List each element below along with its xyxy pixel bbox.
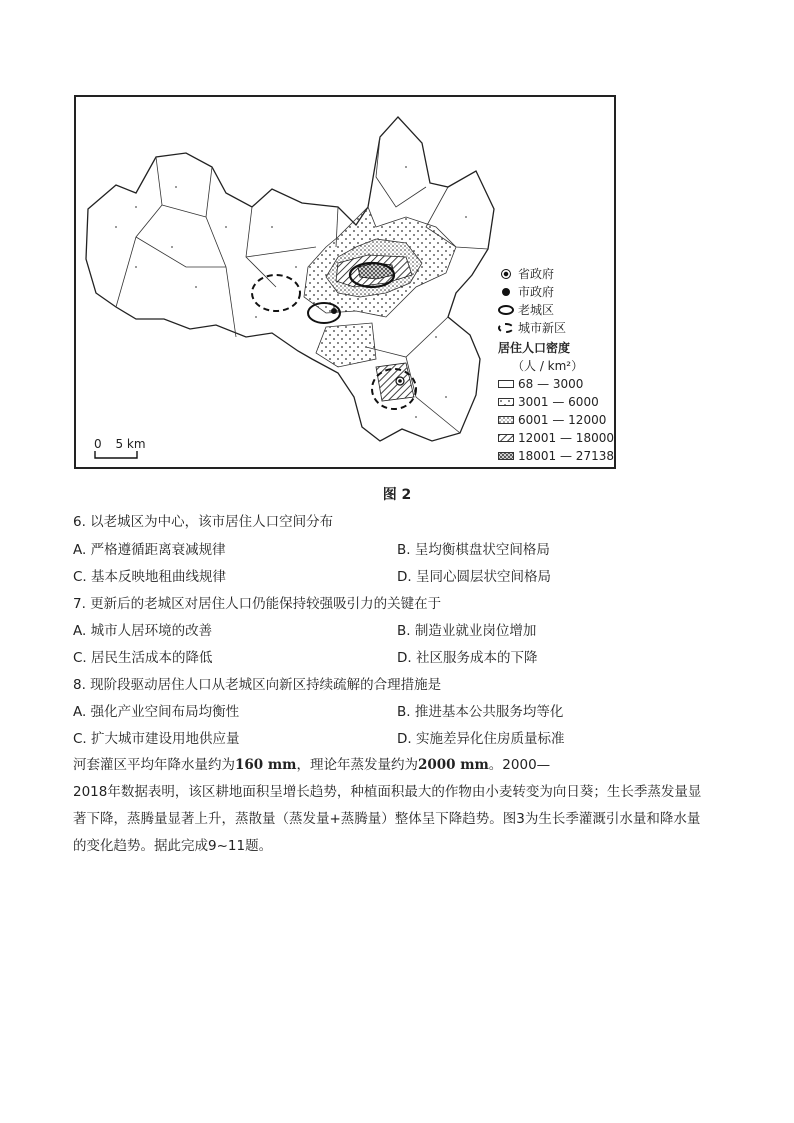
q8-option-a: A. 强化产业空间布局均衡性 [73,704,240,720]
scale-line [94,451,138,459]
q7-option-d: D. 社区服务成本的下降 [397,650,538,666]
legend-city-gov: 市政府 [498,283,614,301]
class-dots-swatch [498,398,514,406]
passage-line-4: 的变化趋势。据此完成9~11题。 [73,838,273,854]
new-district-icon [498,323,514,333]
legend-density-unit: （人 / km²） [512,359,584,373]
q8-option-b: B. 推进基本公共服务均等化 [397,704,564,720]
class-fine-dots-swatch [498,416,514,424]
passage-line-1: 河套灌区平均年降水量约为160 mm，理论年蒸发量约为2000 mm。2000— [73,757,551,773]
legend-new-district: 城市新区 [498,319,614,337]
q6-option-c: C. 基本反映地租曲线规律 [73,569,227,585]
q7-option-a: A. 城市人居环境的改善 [73,623,213,639]
q7-option-b: B. 制造业就业岗位增加 [397,623,537,639]
q8-option-c: C. 扩大城市建设用地供应量 [73,731,240,747]
legend-provincial-gov: 省政府 [498,265,614,283]
passage-line-3: 著下降，蒸腾量显著上升，蒸散量（蒸发量+蒸腾量）整体呈下降趋势。图3为生长季灌溉引水量和降水量 [73,811,701,827]
figure-caption: 图 2 [382,487,412,503]
passage-line-2: 2018年数据表明，该区耕地面积呈增长趋势，种植面积最大的作物由小麦转变为向日葵；生长季蒸发量显 [73,784,702,800]
density-zone-18001-27138 [358,263,394,279]
old-district-icon [498,305,514,315]
q7-option-c: C. 居民生活成本的降低 [73,650,213,666]
map-legend [498,265,614,465]
city-gov-icon [502,288,510,296]
legend-class-1: 68 — 3000 [498,375,614,393]
q6-option-d: D. 呈同心圆层状空间格局 [397,569,551,585]
q6-option-a: A. 严格遵循距离衰减规律 [73,542,226,558]
scale-bar [90,437,146,451]
legend-class-2: 3001 — 6000 [498,393,614,411]
legend-class-5: 18001 — 27138 [498,447,614,465]
class-cross-swatch [498,452,514,460]
q6-option-b: B. 呈均衡棋盘状空间格局 [397,542,550,558]
scale-value: 5 km [115,437,146,451]
q8-option-d: D. 实施差异化住房质量标准 [397,731,565,747]
scale-zero: 0 [94,437,102,451]
legend-density-title: 居住人口密度 [498,341,571,355]
question-7-stem: 7. 更新后的老城区对居住人口仍能保持较强吸引力的关键在于 [73,596,442,612]
evap-value: 2000 mm [417,757,489,773]
legend-class-3: 6001 — 12000 [498,411,614,429]
question-8-stem: 8. 现阶段驱动居住人口从老城区向新区持续疏解的合理措施是 [73,677,442,693]
class-hatch-swatch [498,434,514,442]
city-gov-marker [331,308,337,314]
precip-value: 160 mm [235,757,297,773]
map-figure [74,95,616,469]
legend-old-district: 老城区 [498,301,614,319]
provincial-gov-marker [396,377,404,385]
question-6-stem: 6. 以老城区为中心，该市居住人口空间分布 [73,514,334,530]
legend-class-4: 12001 — 18000 [498,429,614,447]
passage [73,752,721,860]
provincial-gov-icon [501,269,511,279]
class-plain-swatch [498,380,514,388]
